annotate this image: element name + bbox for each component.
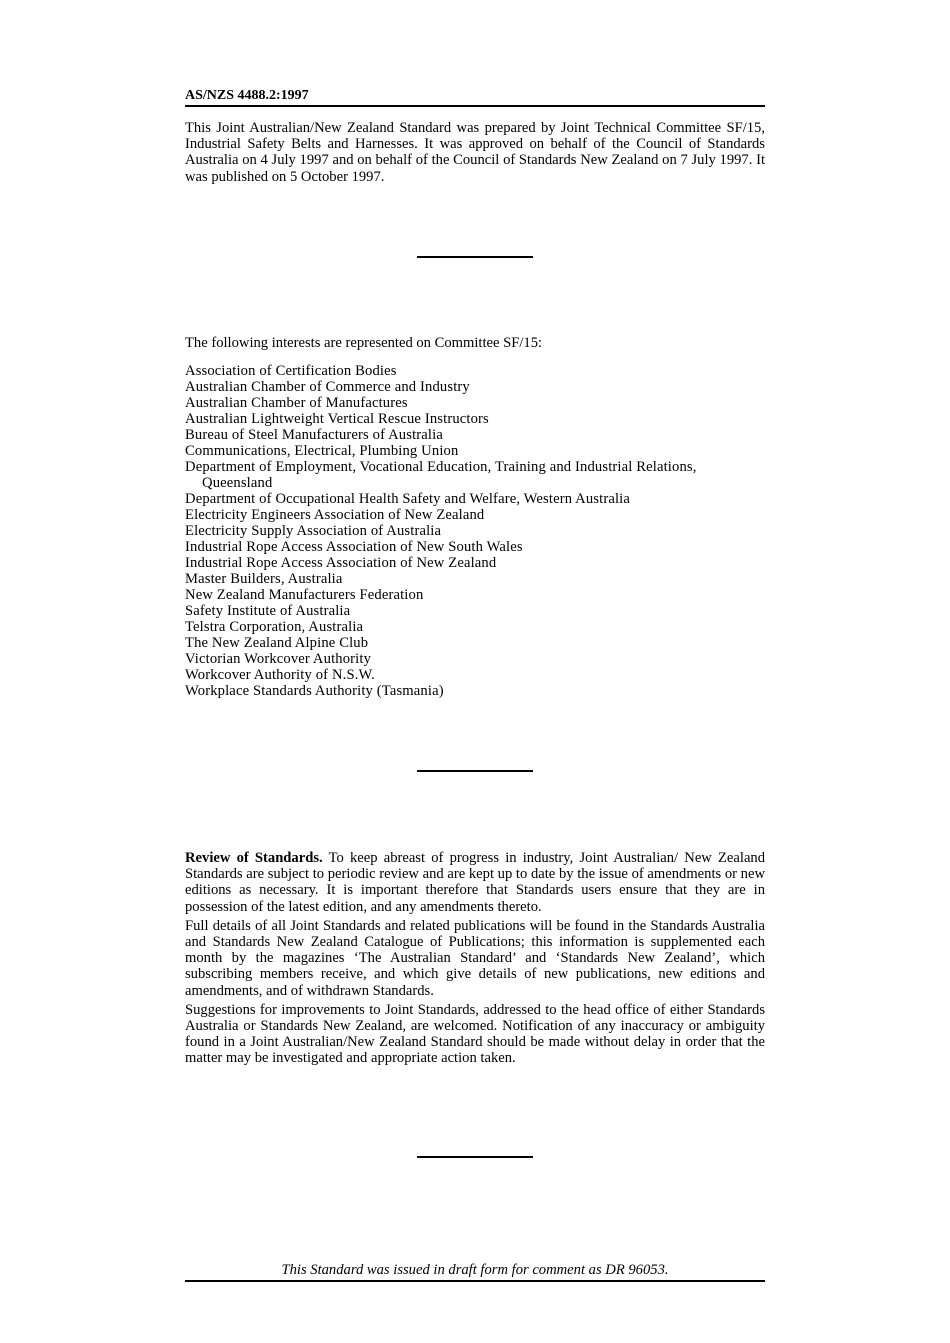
review-section xyxy=(185,850,765,1067)
list-item: Association of Certification Bodies xyxy=(185,363,397,379)
list-item: Department of Occupational Health Safety and Welfare, Western Australia xyxy=(185,491,631,507)
review-heading: Review of Standards. xyxy=(185,850,323,866)
committee-lead-text: The following interests are represented on Committee SF/15: xyxy=(185,335,543,351)
list-item: Safety Institute of Australia xyxy=(185,603,351,619)
list-item: Master Builders, Australia xyxy=(185,571,343,587)
list-item: Victorian Workcover Authority xyxy=(185,651,372,667)
review-paragraph-1 xyxy=(185,850,765,915)
standard-identifier: AS/NZS 4488.2:1997 xyxy=(185,88,309,103)
list-item: Bureau of Steel Manufacturers of Australia xyxy=(185,427,443,443)
header-rule xyxy=(185,105,765,107)
list-item: Australian Chamber of Manufactures xyxy=(185,395,408,411)
section-separator xyxy=(417,1156,533,1158)
list-item: Australian Chamber of Commerce and Industry xyxy=(185,379,470,395)
list-item: Workcover Authority of N.S.W. xyxy=(185,667,375,683)
list-item: Workplace Standards Authority (Tasmania) xyxy=(185,683,444,699)
review-paragraph-3: Suggestions for improvements to Joint Standards, addressed to the head office of either Standards Australia or Standards New Zealand, are welcomed. Notification of any inaccuracy or ambiguity found in a Joint Australian/New Zealand Standard should be made without delay in order that the matter may be investigated and appropriate action taken. xyxy=(185,1001,765,1067)
list-item: Australian Lightweight Vertical Rescue Instructors xyxy=(185,411,489,427)
list-item: Department of Employment, Vocational Education, Training and Industrial Relations, Queensland xyxy=(185,459,697,491)
list-item: Industrial Rope Access Association of New Zealand xyxy=(185,555,497,571)
section-separator xyxy=(417,770,533,772)
list-item: Telstra Corporation, Australia xyxy=(185,619,364,635)
list-item: Electricity Engineers Association of New Zealand xyxy=(185,507,485,523)
footer-rule xyxy=(185,1280,765,1282)
list-item: New Zealand Manufacturers Federation xyxy=(185,587,424,603)
intro-section xyxy=(185,120,765,185)
section-separator xyxy=(417,256,533,258)
list-item: The New Zealand Alpine Club xyxy=(185,635,369,651)
committee-member-list xyxy=(185,363,765,699)
list-item: Electricity Supply Association of Australia xyxy=(185,523,442,539)
draft-note: This Standard was issued in draft form for comment as DR 96053. xyxy=(281,1262,669,1278)
intro-paragraph: This Joint Australian/New Zealand Standard was prepared by Joint Technical Committee SF/15, Industrial Safety Belts and Harnesses. It was approved on behalf of the Council of Standards Australia on 4 July 1997 and on behalf of the Council of Standards New Zealand on 7 July 1997. It was published on 5 October 1997. xyxy=(185,120,765,185)
list-item: Communications, Electrical, Plumbing Union xyxy=(185,443,459,459)
list-item: Industrial Rope Access Association of New South Wales xyxy=(185,539,523,555)
review-text-1: To keep abreast of progress in industry, Joint Australian/ New Zealand Standards are subject to periodic review and are kept up to date by the issue of amendments or new editions as necessary. It is important therefore that Standards users ensure that they are in possession of the latest edition, and any amendments thereto. xyxy=(185,850,766,915)
review-paragraph-2: Full details of all Joint Standards and related publications will be found in the Standards Australia and Standards New Zealand Catalogue of Publications; this information is supplemented each month by the magazines ‘The Australian Standard’ and ‘Standards New Zealand’, which subscribing members receive, and which give details of new publications, new editions and amendments, and of withdrawn Standards. xyxy=(185,917,765,999)
